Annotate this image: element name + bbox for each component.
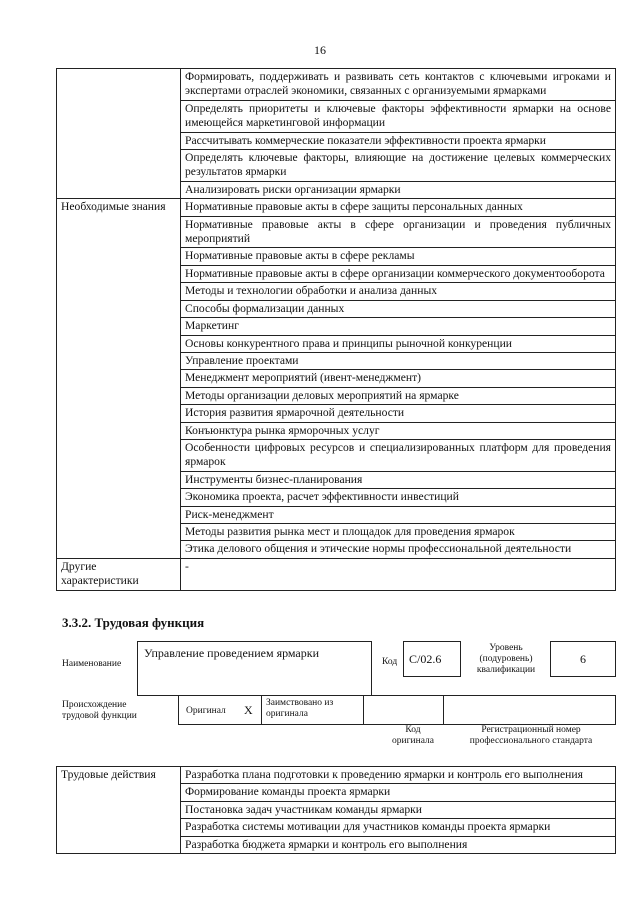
knowledge-row: Методы развития рынка мест и площадок для проведения ярмарок xyxy=(181,523,616,540)
skill-row: Формировать, поддерживать и развивать сеть контактов с ключевыми игроками и экспертами отраслей экономики, связанных с организуемыми ярмарками xyxy=(181,69,616,101)
knowledge-row: Нормативные правовые акты в сфере защиты персональных данных xyxy=(181,199,616,216)
skill-row: Анализировать риски организации ярмарки xyxy=(181,181,616,198)
labor-actions-label: Трудовые действия xyxy=(57,767,181,854)
function-name-value: Управление проведением ярмарки xyxy=(144,646,319,660)
code-box xyxy=(403,641,461,677)
borrowed-label: Заимствовано из оригинала xyxy=(266,698,334,719)
knowledge-row: Этика делового общения и этические нормы профессиональной деятельности xyxy=(181,541,616,558)
skills-label-cell xyxy=(57,69,181,199)
skills-knowledge-table xyxy=(56,68,616,591)
knowledge-row: Нормативные правовые акты в сфере рекламы xyxy=(181,248,616,265)
knowledge-row: Экономика проекта, расчет эффективности инвестиций xyxy=(181,489,616,506)
skill-row: Определять ключевые факторы, влияющие на достижение целевых коммерческих результатов ярмарки xyxy=(181,150,616,182)
reg-number-label: Регистрационный номер профессионального стандарта xyxy=(469,725,593,746)
code-label: Код xyxy=(382,657,398,667)
knowledge-row: Конъюнктура рынка ярморочных услуг xyxy=(181,422,616,439)
other-characteristics-value: - xyxy=(181,558,616,590)
original-mark: X xyxy=(244,703,253,717)
knowledge-row: Особенности цифровых ресурсов и специализированных платформ для проведения ярмарок xyxy=(181,439,616,471)
labor-action-row: Разработка бюджета ярмарки и контроль его выполнения xyxy=(181,836,616,853)
origin-divider xyxy=(261,696,262,724)
level-box xyxy=(550,641,616,677)
knowledge-row: Управление проектами xyxy=(181,352,616,369)
original-label: Оригинал xyxy=(186,706,226,716)
labor-action-row: Разработка плана подготовки к проведению ярмарки и контроль его выполнения xyxy=(181,767,616,784)
skill-row: Определять приоритеты и ключевые факторы эффективности ярмарки на основе имеющейся маркетинговой информации xyxy=(181,100,616,132)
name-label: Наименование xyxy=(62,659,122,669)
labor-action-row: Разработка системы мотивации для участников команды проекта ярмарки xyxy=(181,819,616,836)
skill-row: Рассчитывать коммерческие показатели эффективности проекта ярмарки xyxy=(181,132,616,149)
knowledge-row: Методы организации деловых мероприятий на ярмарке xyxy=(181,387,616,404)
level-label: Уровень (подуровень) квалификации xyxy=(476,643,536,675)
knowledge-row: Нормативные правовые акты в сфере организации и проведения публичных мероприятий xyxy=(181,216,616,248)
origin-divider xyxy=(363,696,364,724)
knowledge-row: Нормативные правовые акты в сфере организации коммерческого документооборота xyxy=(181,265,616,282)
knowledge-label: Необходимые знания xyxy=(57,199,181,559)
level-value: 6 xyxy=(580,652,586,666)
knowledge-row: Маркетинг xyxy=(181,318,616,335)
knowledge-row: Менеджмент мероприятий (ивент-менеджмент) xyxy=(181,370,616,387)
origin-boxes xyxy=(178,695,616,725)
knowledge-row: Риск-менеджмент xyxy=(181,506,616,523)
knowledge-row: Методы и технологии обработки и анализа данных xyxy=(181,283,616,300)
code-value: C/02.6 xyxy=(409,652,442,666)
labor-action-row: Постановка задач участникам команды ярмарки xyxy=(181,801,616,818)
knowledge-row: История развития ярмарочной деятельности xyxy=(181,405,616,422)
section-title: 3.3.2. Трудовая функция xyxy=(62,615,205,630)
knowledge-row: Способы формализации данных xyxy=(181,300,616,317)
labor-actions-table xyxy=(56,766,616,854)
page-number: 16 xyxy=(314,43,326,57)
knowledge-row: Основы конкурентного права и принципы рыночной конкуренции xyxy=(181,335,616,352)
code-original-label: Код оригинала xyxy=(392,725,434,746)
origin-label: Происхождение трудовой функции xyxy=(62,700,137,721)
other-characteristics-label: Другие характеристики xyxy=(57,558,181,590)
function-name-box xyxy=(137,641,372,696)
labor-action-row: Формирование команды проекта ярмарки xyxy=(181,784,616,801)
knowledge-row: Инструменты бизнес-планирования xyxy=(181,471,616,488)
origin-divider xyxy=(443,696,444,724)
